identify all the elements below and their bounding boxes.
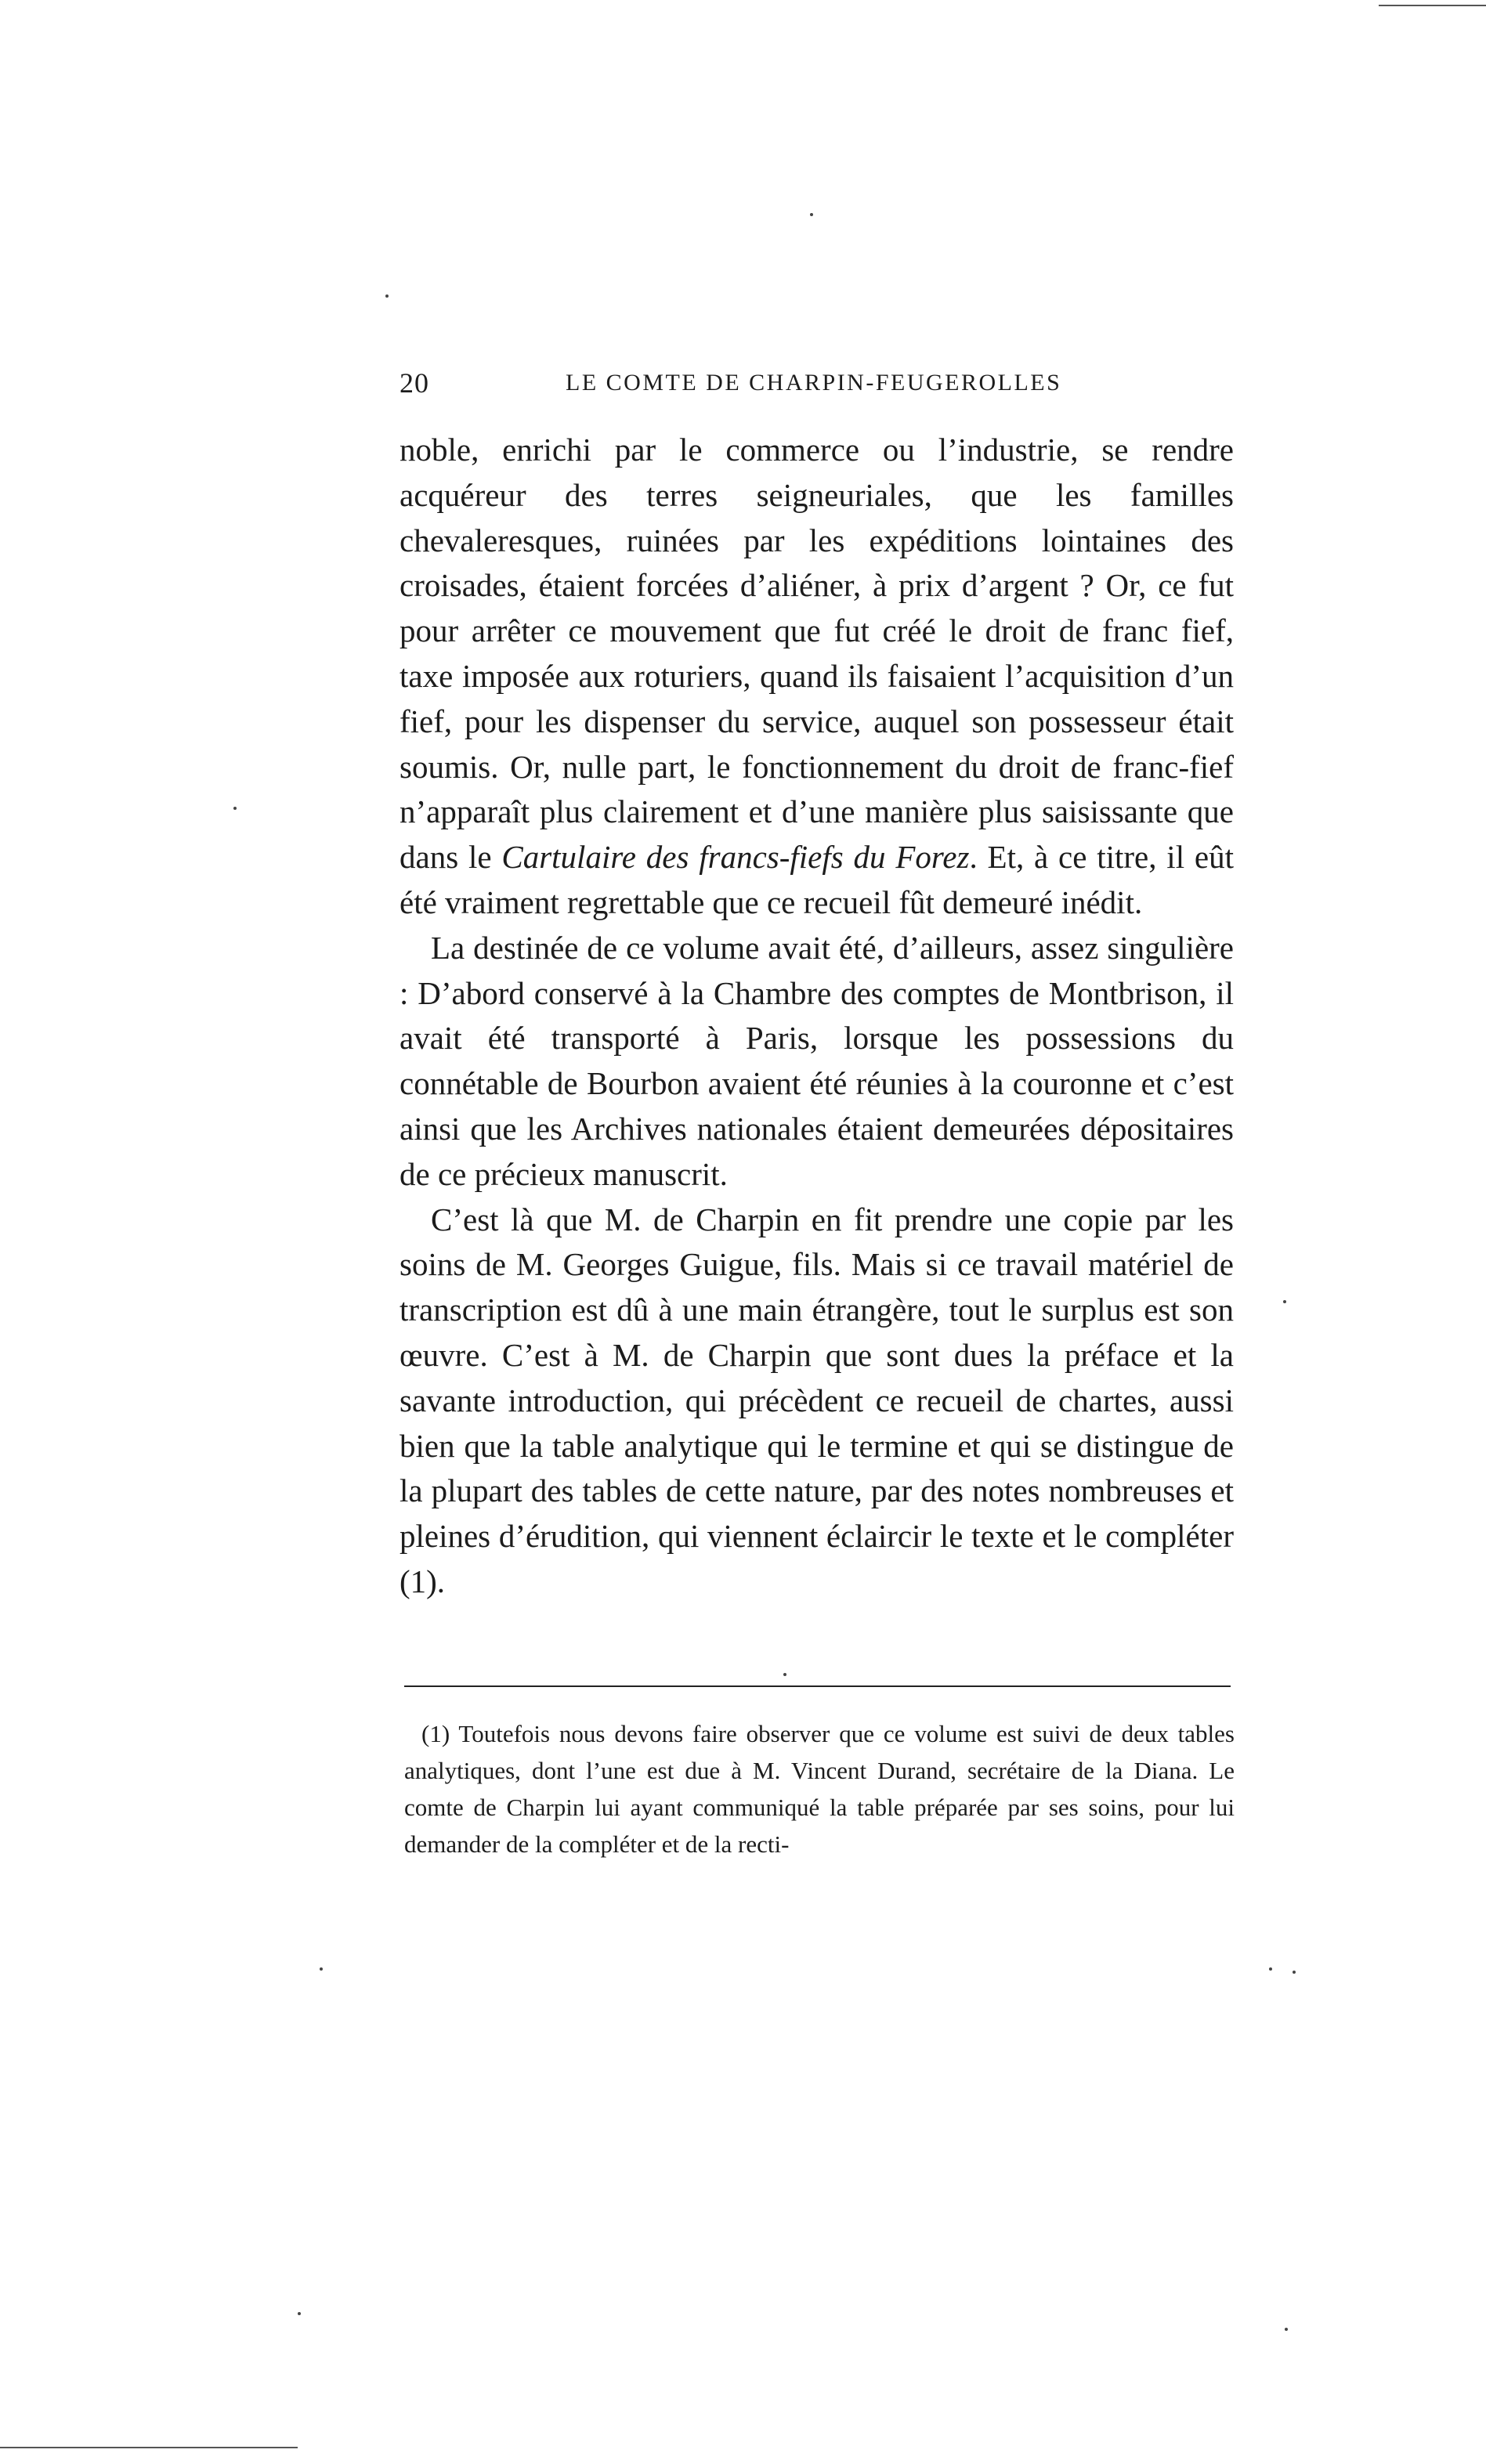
scan-speck [1293, 1971, 1296, 1974]
scan-speck [320, 1967, 323, 1971]
scan-speck [1269, 1967, 1272, 1971]
running-head: LE COMTE DE CHARPIN-FEUGEROLLES [566, 370, 1062, 396]
page-number: 20 [400, 367, 429, 399]
footnote-1: (1) Toutefois nous devons faire observer que ce volume est suivi de deux tables analytiques, dont l’une est due à M. Vincent Durand, secrétaire de la Diana. Le comte de Charpin lui ayant communiqué la table préparée par ses soins, pour lui demander de la compléter et de la recti- [404, 1720, 1235, 1858]
paragraph-1 [400, 428, 1234, 926]
paragraph-2: La destinée de ce volume avait été, d’ailleurs, assez singulière : D’abord conservé à la Chambre des comptes de Montbrison, il avait été transporté à Paris, lorsque les possessions du connétable de Bourbon avaient été réunies à la couronne et c’est ainsi que les Archives nationales étaient demeurées dépositaires de ce précieux manuscrit. [400, 929, 1234, 1192]
scan-speck [298, 2312, 301, 2315]
scan-speck [1283, 1300, 1286, 1303]
page-header [400, 367, 1234, 406]
paragraph-1-end: . Et, à ce titre, il eût été vraiment regrettable que ce recueil fût demeuré inédit. [400, 839, 1234, 920]
paragraph-3: C’est là que M. de Charpin en fit prendre une copie par les soins de M. Georges Guigue, fils. Mais si ce travail matériel de transcription est dû à une main étrangère, tout le surplus est son œuvre. C’est à M. de Charpin que sont dues la préface et la savante introduction, qui précèdent ce recueil de chartes, aussi bien que la table analytique qui le termine et qui se distingue de la plupart des tables de cette nature, par des notes nombreuses et pleines d’érudition, qui viennent éclaircir le texte et le compléter (1). [400, 1201, 1234, 1599]
scan-speck [233, 807, 237, 810]
main-text [400, 428, 1234, 1605]
scan-edge-line-bottom [0, 2447, 298, 2448]
footnotes [404, 1715, 1235, 1862]
scan-speck [810, 213, 813, 216]
paragraph-1-text: noble, enrichi par le commerce ou l’industrie, se rendre acquéreur des terres seigneuriales, que les familles chevaleresques, ruinées par les expéditions lointaines des croisades, étaient forcées d’aliéner, à prix d’argent ? Or, ce fut pour arrêter ce mouvement que fut créé le droit de franc fief, taxe imposée aux roturiers, quand ils faisaient l’acquisition d’un fief, pour les dispenser du service, auquel son possesseur était soumis. Or, nulle part, le fonctionnement du droit de franc-fief n’apparaît plus clairement et d’une manière plus saisissante que dans le [400, 432, 1234, 876]
cartulaire-title: Cartulaire des francs-fiefs du Forez [501, 839, 970, 876]
scan-speck [385, 294, 389, 298]
scan-speck [783, 1673, 786, 1676]
scan-edge-line-top [1379, 5, 1486, 6]
footnote-separator [404, 1685, 1231, 1687]
scan-speck [1285, 2328, 1288, 2331]
